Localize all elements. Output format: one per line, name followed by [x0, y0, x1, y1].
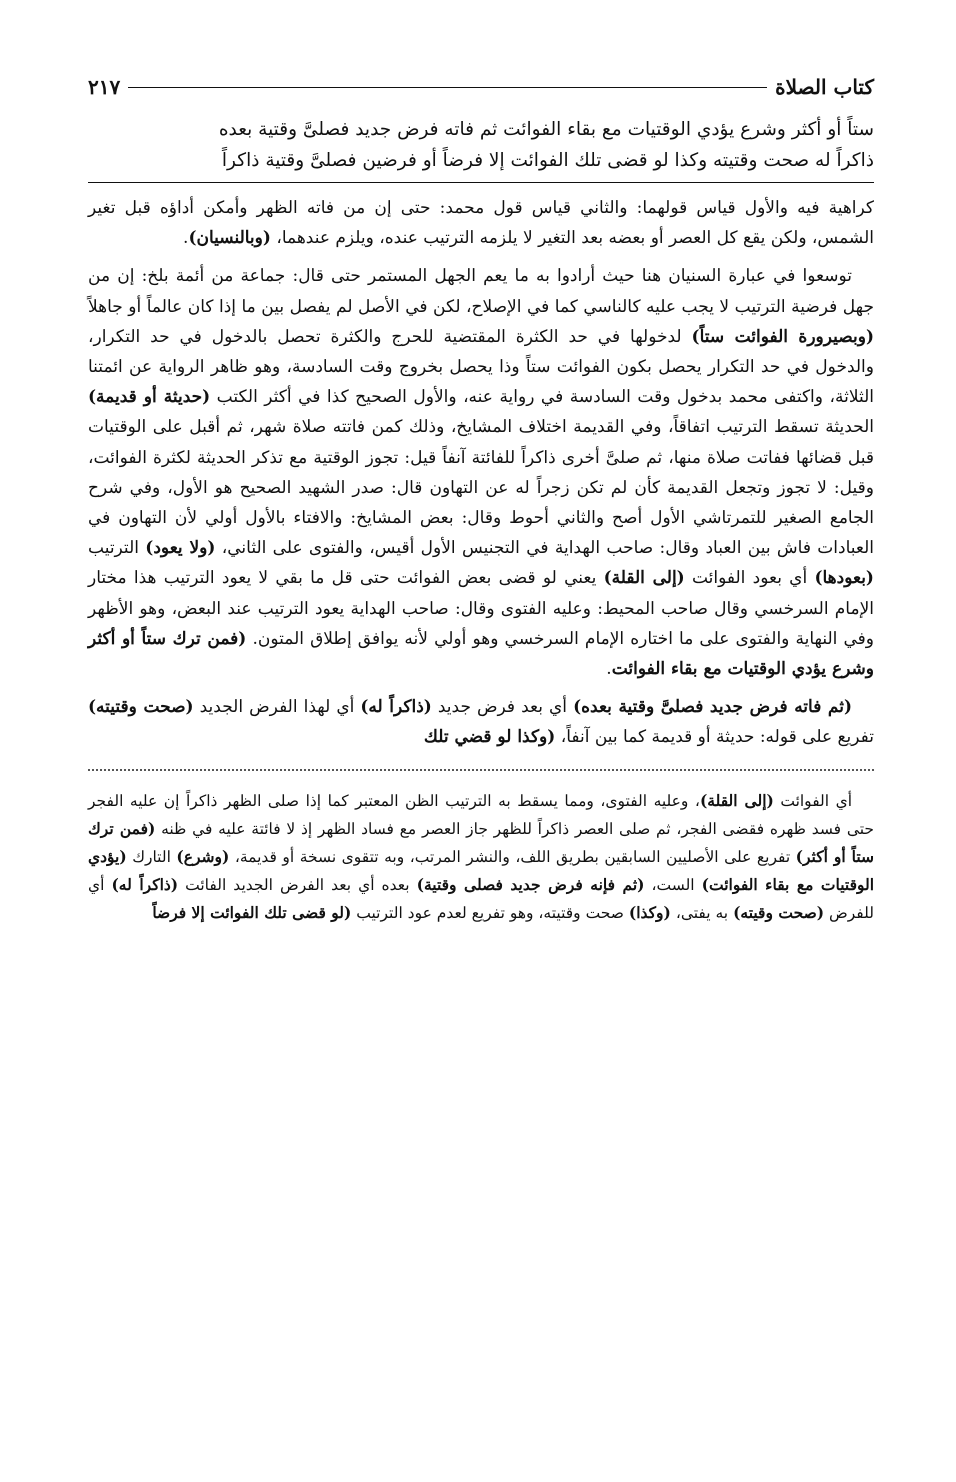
- footnote-hashiya: [88, 787, 874, 928]
- text-segment: كراهية فيه والأول قياس قولهما: والثاني قياس قول محمد: حتى إن من فاته الظهر وأمكن أداؤه قبل تغير الشمس، ولكن يقع كل العصر أو بعضه بعد التغير لا يلزمه الترتيب عنده، ويلزم عندهما،: [88, 198, 874, 249]
- bold-segment: (بعودها): [814, 568, 874, 589]
- header-title: كتاب الصلاة: [775, 75, 874, 99]
- sharh-paragraph-2: [88, 261, 874, 684]
- text-segment: الست،: [644, 876, 702, 895]
- bold-segment: (إلى القلة): [699, 790, 774, 810]
- sharh-paragraph-3: [88, 692, 874, 752]
- bold-segment: (ثم فإنه فرض جديد فصلى وقتية): [416, 875, 645, 895]
- bold-segment: (وكذا لو قضي تلك: [423, 727, 556, 748]
- page-number: ٢١٧: [88, 75, 121, 99]
- text-segment: صحت وقتيته، وهو تفريع لعدم عود الترتيب: [351, 904, 629, 923]
- bold-segment: (فمن ترك ستاً أو أكثر): [88, 818, 874, 867]
- bold-segment: (يؤدي الوقتيات مع بقاء الفوائت): [88, 847, 875, 895]
- bold-segment: (فمن ترك ستاً أو أكثر وشرع يؤدي الوقتيات مع بقاء الفوائت: [88, 628, 874, 680]
- matn-line: ستاً أو أكثر وشرع يؤدي الوقتيات مع بقاء الفوائت ثم فاته فرض جديد فصلىَّ وقتية بعده: [218, 119, 874, 140]
- bold-segment: (ذاكراً له): [360, 697, 432, 718]
- bold-segment: (إلى القلة): [603, 568, 685, 589]
- bold-segment: (صحت وقيته): [733, 903, 825, 923]
- bold-segment: (ولا يعود): [145, 538, 216, 559]
- text-segment: .: [183, 228, 189, 249]
- text-segment: ، وعليه الفتوى، ومما يسقط به الترتيب الظن المعتبر كما إذا صلى الظهر ذاكراً إن عليه الفجر حتى فسد ظهره فقضى الفجر، ثم صلى العصر ذاكراً للظهر جاز العصر مع فساد الظهر إذ لا فائتة عليه في ظنه: [88, 791, 874, 838]
- text-segment: تفريع على قوله: حديثة أو قديمة كما بين آنفاً،: [555, 727, 874, 748]
- bold-segment: (وشرع): [176, 847, 230, 867]
- text-segment: أي للفرض: [88, 876, 874, 923]
- running-header: [88, 70, 874, 104]
- bold-segment: (وكذا): [628, 903, 671, 923]
- text-segment: أي بعد فرض جديد: [431, 697, 574, 718]
- matn-line: ذاكراً له صحت وقتيته وكذا لو قضى تلك الفوائت إلا فرضاً أو فرضين فصلىَّ وقتية ذاكراً: [221, 150, 874, 171]
- matn-text: [88, 114, 874, 176]
- text-segment: أي الفوائت: [773, 791, 853, 810]
- bold-segment: (ثم فاته فرض جديد فصلىَّ وقتية بعده): [573, 697, 852, 718]
- bold-segment: (حديثة أو قديمة): [88, 387, 211, 408]
- text-segment: توسعوا في عبارة السنيان هنا حيث أرادوا به ما يعم الجهل المستمر حتى قال: جماعة من أئمة بلخ: إن من جهل فرضية الترتيب لا يجب عليه كالناسي كما في الإصلاح، لكن في الأصل لم يفصل بين ما إذا كان عالماً أو جاهلاً: [88, 266, 874, 317]
- text-segment: الترتيب: [88, 538, 146, 559]
- text-segment: بعده أي بعد الفرض الجديد الفائت: [178, 876, 417, 895]
- text-segment: أي بعود الفوائت: [684, 568, 815, 589]
- bold-segment: (لو قضى تلك الفوائت إلا فرضاً: [152, 903, 352, 923]
- text-segment: أي لهذا الفرض الجديد: [193, 697, 361, 718]
- text-segment: لدخولها في حد الكثرة المقتضية للحرج والكثرة تحصل بالدخول في حد التكرار، والدخول في حد التكرار يحصل بكون الفوائت ستاً وذا يحصل بخروج وقت السادسة، وهو ظاهر الرواية عن ائمتنا الثلاثة، واكتفى محمد بدخول وقت السادسة في رواية عنه، والأول الصحيح كذا في أكثر الكتب: [88, 326, 874, 408]
- bold-segment: (ذاكراً له): [111, 875, 179, 895]
- bold-segment: (وبالنسيان): [188, 228, 271, 249]
- text-segment: التارك: [126, 848, 177, 867]
- text-segment: تفريع على الأصليين السابقين بطريق اللف، والنشر المرتب، وبه تتقوى نسخة أو قديمة،: [229, 848, 796, 867]
- text-segment: .: [606, 659, 612, 680]
- header-rule: [128, 87, 767, 88]
- text-segment: يعني لو قضى بعض الفوائت حتى قل ما بقي لا يعود الترتيب هذا مختار الإمام السرخسي وقال صاحب المحيط: وعليه الفتوى وقال: صاحب الهداية يعود الترتيب عند البعض، وهو الأظهر وفي النهاية والفتوى على ما اختاره الإمام السرخسي وهو أولي لأنه يوافق إطلاق المتون.: [88, 568, 874, 649]
- bold-segment: (صحت وقتيته): [88, 697, 194, 718]
- text-segment: به يفتى،: [670, 904, 734, 923]
- sharh-paragraph-1: [88, 193, 874, 253]
- book-page: [88, 70, 874, 1470]
- matn-divider: [88, 182, 874, 183]
- footnote-separator: [88, 769, 874, 771]
- text-segment: الحديثة تسقط الترتيب اتفاقاً، وفي القديمة اختلاف المشايخ، وذلك كمن فاتته صلاة شهر، ثم أقبل على الوقتيات قبل قضائها ففاتت صلاة منها، ثم صلىَّ أخرى ذاكراً للفائتة آنفاً قيل: تجوز الوقتية مع تذكر الحديثة لكثرة الفوائت، وقيل: لا تجوز وتجعل القديمة كأن لم تكن زجراً له عن التهاون قال: صدر الشهيد الصحيح هو الأول، وفي شرح الجامع الصغير للتمرتاشي الأول أصح والثاني أحوط وقال: بعض المشايخ: والافتاء بالأول أولي لأن التهاون في العبادات فاش بين العباد وقال: صاحب الهداية في التجنيس الأول أقيس، والفتوى على الثاني،: [88, 417, 874, 559]
- bold-segment: (وبصيرورة الفوائت ستاً): [691, 326, 874, 347]
